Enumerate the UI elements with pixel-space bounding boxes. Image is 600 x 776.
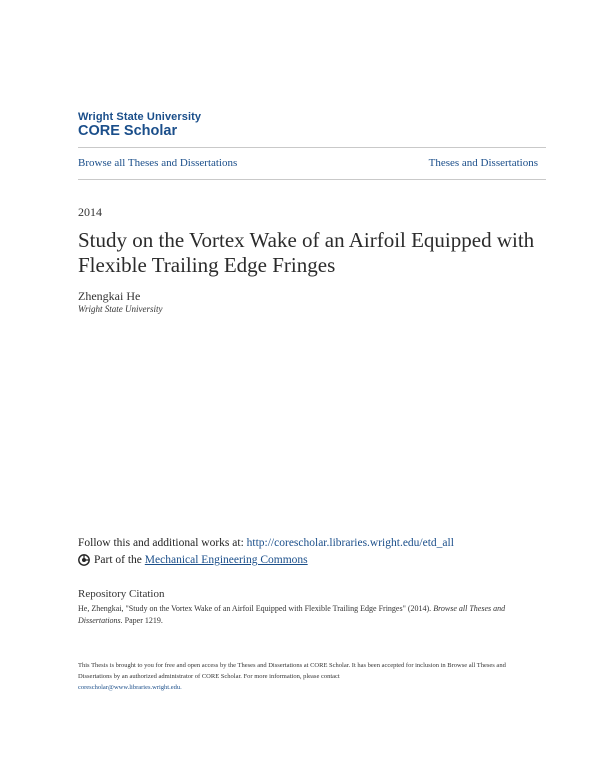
contact-email-link[interactable]: corescholar@www.libraries.wright.edu. xyxy=(78,684,182,691)
divider-bottom xyxy=(78,179,546,180)
network-commons-icon xyxy=(78,554,90,566)
citation-paper: Paper 1219. xyxy=(122,616,163,625)
publication-year: 2014 xyxy=(78,205,102,219)
citation-text xyxy=(78,603,523,627)
theses-dissertations-link[interactable]: Theses and Dissertations xyxy=(428,157,538,169)
author-affiliation: Wright State University xyxy=(78,304,163,314)
collection-url-link[interactable]: http://corescholar.libraries.wright.edu/etd_all xyxy=(246,537,454,549)
repository-citation-heading: Repository Citation xyxy=(78,588,165,600)
part-of-prefix: Part of the xyxy=(94,554,145,566)
mechanical-engineering-commons-link[interactable]: Mechanical Engineering Commons xyxy=(144,554,308,566)
divider-top xyxy=(78,147,546,148)
repository-name[interactable]: CORE Scholar xyxy=(78,123,178,139)
access-notice xyxy=(78,660,528,693)
university-name[interactable]: Wright State University xyxy=(78,111,202,123)
document-title: Study on the Vortex Wake of an Airfoil Equipped with Flexible Trailing Edge Fringes xyxy=(78,228,535,277)
citation-series: Browse all Theses and Dissertations. xyxy=(78,604,506,625)
citation-main: He, Zhengkai, "Study on the Vortex Wake of an Airfoil Equipped with Flexible Trailing Edge Fringes" (2014). xyxy=(78,604,434,613)
notice-text: This Thesis is brought to you for free and open access by the Theses and Dissertations at CORE Scholar. It has been accepted for inclusion in Browse all Theses and Dissertations by an authorized administrator of CORE Scholar. For more information, please contact xyxy=(78,662,506,680)
follow-line xyxy=(78,537,454,549)
author-name: Zhengkai He xyxy=(78,289,141,303)
follow-prefix: Follow this and additional works at: xyxy=(78,537,247,549)
part-of-line xyxy=(78,554,308,566)
browse-all-theses-link[interactable]: Browse all Theses and Dissertations xyxy=(78,157,238,169)
